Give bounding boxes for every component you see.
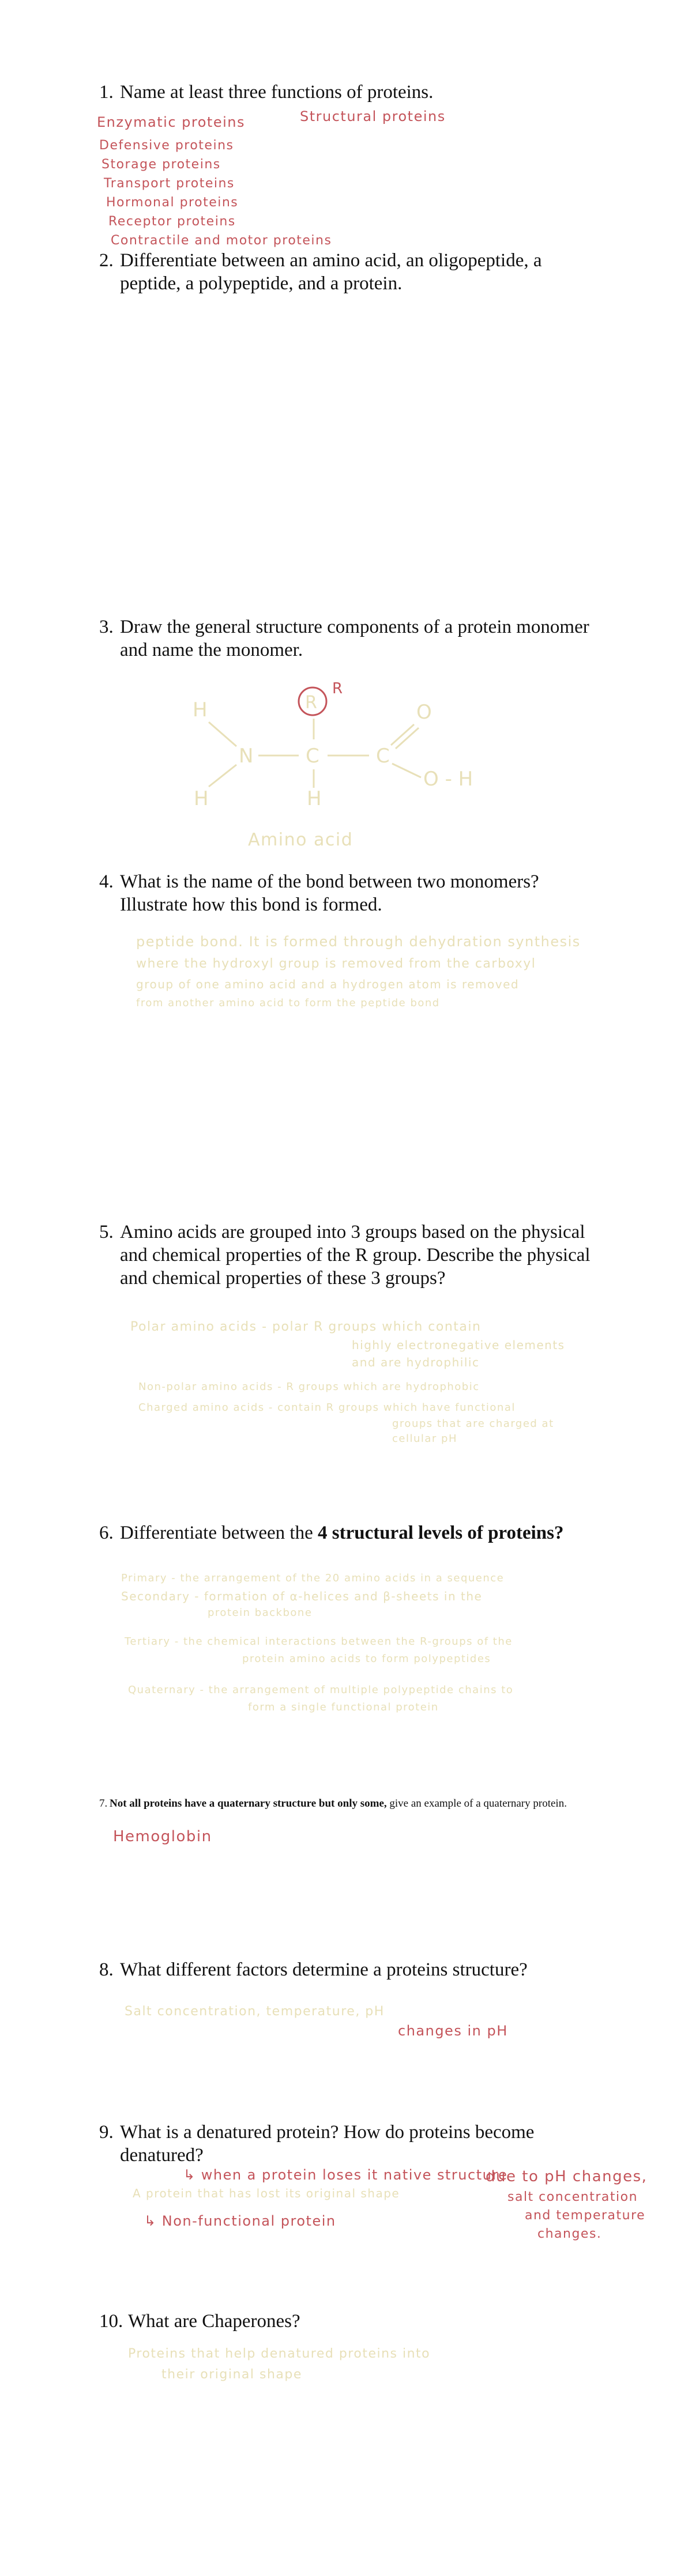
- handwritten-answer: Quaternary - the arrangement of multiple polypeptide chains to: [128, 1684, 514, 1696]
- handwritten-answer: protein amino acids to form polypeptides: [242, 1653, 491, 1665]
- handwritten-answer: cellular pH: [392, 1433, 457, 1445]
- handwritten-answer: and are hydrophilic: [352, 1355, 480, 1369]
- carboxyl-carbon-label: C: [376, 745, 390, 768]
- question-9: [99, 2121, 595, 2167]
- handwritten-answer: where the hydroxyl group is removed from the carboxyl: [136, 957, 536, 971]
- handwritten-answer: ↳ Non-functional protein: [144, 2213, 336, 2229]
- question-number: 8.: [99, 1959, 114, 1980]
- handwritten-answer: Amino acid: [248, 830, 353, 850]
- question-text: Not all proteins have a quaternary structure but only some, give an example of a quaternary protein.: [110, 1797, 567, 1810]
- handwritten-answer: highly electronegative elements: [352, 1338, 565, 1352]
- handwritten-answer: Enzymatic proteins: [97, 114, 245, 130]
- handwritten-answer: Hormonal proteins: [106, 195, 239, 210]
- handwritten-answer: Tertiary - the chemical interactions between the R-groups of the: [125, 1636, 513, 1648]
- question-number: 1.: [99, 82, 114, 103]
- hydrogen-atom-label: H: [193, 698, 208, 722]
- handwritten-answer: due to pH changes,: [486, 2168, 648, 2185]
- question-7: [99, 1797, 595, 1811]
- handwritten-answer: ↳ when a protein loses it native structure: [183, 2167, 508, 2183]
- handwritten-answer: changes in pH: [398, 2023, 508, 2039]
- handwritten-answer: Primary - the arrangement of the 20 amino acids in a sequence: [121, 1572, 505, 1584]
- handwritten-answer: peptide bond. It is formed through dehydration synthesis: [136, 934, 581, 950]
- question-text: What different factors determine a proteins structure?: [120, 1959, 528, 1980]
- handwritten-answer: group of one amino acid and a hydrogen atom is removed: [136, 977, 520, 991]
- question-3: [99, 615, 595, 662]
- question-text: What is the name of the bond between two monomers? Illustrate how this bond is formed.: [120, 871, 539, 915]
- amino-acid-structure-drawing: [173, 677, 519, 815]
- handwritten-answer: Proteins that help denatured proteins into: [128, 2347, 431, 2361]
- handwritten-answer: Storage proteins: [101, 157, 221, 172]
- question-text: Differentiate between an amino acid, an oligopeptide, a peptide, a polypeptide, and a protein.: [120, 250, 542, 294]
- handwritten-answer: changes.: [537, 2227, 602, 2241]
- question-8: [99, 1958, 595, 1981]
- handwritten-answer: form a single functional protein: [248, 1701, 439, 1713]
- handwritten-answer: Secondary - formation of α-helices and β-sheets in the: [121, 1589, 483, 1603]
- question-6: [99, 1521, 595, 1544]
- question-2: [99, 249, 595, 295]
- handwritten-answer: Defensive proteins: [99, 138, 234, 153]
- question-10: [99, 2310, 595, 2333]
- alpha-carbon-label: C: [306, 745, 319, 768]
- handwritten-answer: salt concentration: [507, 2190, 638, 2204]
- handwritten-answer: protein backbone: [208, 1607, 313, 1619]
- question-number: 3.: [99, 617, 114, 637]
- handwritten-answer: Non-polar amino acids - R groups which are hydrophobic: [138, 1381, 480, 1393]
- question-number: 4.: [99, 871, 114, 892]
- handwritten-answer: Polar amino acids - polar R groups which contain: [130, 1320, 482, 1334]
- question-number: 9.: [99, 2122, 114, 2143]
- question-number: 10.: [99, 2311, 123, 2332]
- hydrogen-atom-label: H: [307, 787, 322, 810]
- nitrogen-atom-label: N: [239, 745, 254, 768]
- question-1: [99, 81, 595, 104]
- handwritten-answer: Salt concentration, temperature, pH: [125, 2004, 385, 2019]
- question-number: 6.: [99, 1523, 114, 1543]
- question-text: Amino acids are grouped into 3 groups based on the physical and chemical properties of the R group. Describe the physical and chemical properties of these 3 groups?: [120, 1222, 591, 1289]
- question-5: [99, 1221, 595, 1290]
- hydroxyl-group-label: O - H: [423, 768, 473, 791]
- handwritten-answer: Hemoglobin: [113, 1828, 212, 1845]
- question-text: Draw the general structure components of a protein monomer and name the monomer.: [120, 617, 589, 660]
- question-number: 5.: [99, 1222, 114, 1242]
- handwritten-answer: Contractile and motor proteins: [111, 233, 332, 248]
- question-text: What are Chaperones?: [128, 2311, 300, 2332]
- hydrogen-atom-label: H: [194, 787, 209, 810]
- r-group-label: R: [305, 693, 317, 713]
- r-group-annotation: R: [332, 680, 343, 697]
- handwritten-answer: Structural proteins: [300, 108, 446, 124]
- question-text: Name at least three functions of proteins.: [120, 82, 434, 103]
- handwritten-answer: A protein that has lost its original shape: [133, 2186, 400, 2200]
- handwritten-answer: Charged amino acids - contain R groups which have functional: [138, 1402, 516, 1414]
- handwritten-answer: groups that are charged at: [392, 1418, 554, 1430]
- handwritten-answer: and temperature: [525, 2208, 646, 2223]
- handwritten-answer: Receptor proteins: [108, 214, 236, 229]
- question-text: What is a denatured protein? How do proteins become denatured?: [120, 2122, 535, 2166]
- question-number: 7.: [99, 1797, 108, 1810]
- handwritten-answer: their original shape: [161, 2367, 302, 2382]
- question-4: [99, 870, 595, 916]
- question-number: 2.: [99, 250, 114, 271]
- oxygen-atom-label: O: [416, 701, 432, 724]
- question-text: Differentiate between the 4 structural levels of proteins?: [120, 1523, 564, 1543]
- handwritten-answer: Transport proteins: [104, 176, 235, 191]
- handwritten-answer: from another amino acid to form the peptide bond: [136, 997, 440, 1009]
